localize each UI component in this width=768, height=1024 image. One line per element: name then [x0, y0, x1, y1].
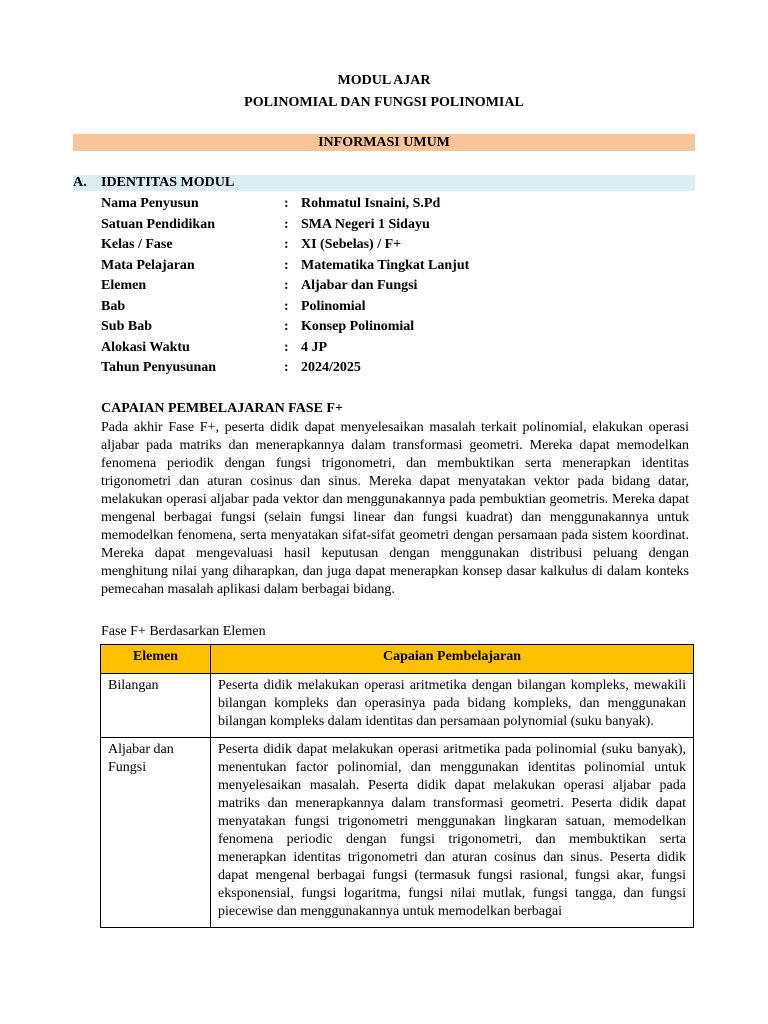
- table-header-row: [101, 645, 694, 674]
- identitas-colon: :: [284, 298, 289, 314]
- elemen-cell: Aljabar dan Fungsi: [101, 738, 211, 928]
- capaian-heading: CAPAIAN PEMBELAJARAN FASE F+: [101, 401, 343, 416]
- identitas-row: [101, 216, 701, 237]
- identitas-value: Konsep Polinomial: [301, 319, 415, 334]
- identitas-colon: :: [284, 196, 289, 211]
- identitas-value: XI (Sebelas) / F+: [301, 237, 402, 252]
- identitas-colon: :: [284, 257, 289, 273]
- identitas-value: Aljabar dan Fungsi: [301, 278, 418, 293]
- identitas-row: [101, 236, 701, 257]
- identitas-value: 2024/2025: [301, 360, 361, 375]
- identitas-row: [101, 318, 701, 339]
- capaian-cell: Peserta didik melakukan operasi aritmetika dengan bilangan kompleks, mewakili bilangan kompleks dan operasinya pada bidang kompleks, dan menggunakan bilangan kompleks dalam identitas dan persamaan polynomial (suku banyak).: [211, 674, 694, 738]
- identitas-colon: :: [284, 319, 289, 334]
- identitas-label: Alokasi Waktu: [101, 339, 190, 355]
- capaian-paragraph: Pada akhir Fase F+, peserta didik dapat menyelesaikan masalah terkait polinomial, elakukan operasi aljabar pada matriks dan menerapkannya dalam transformasi geometri. Mereka dapat memodelkan fenomena periodik dengan fungsi trigonometri, dan membuktikan serta menerapkan identitas trigonometri dan aturan cosinus dan sinus. Mereka dapat menyatakan vektor pada bidang datar, melakukan operasi aljabar pada vektor dan menggunakannya pada pembuktian geometris. Mereka dapat mengenal berbagai fungsi (selain fungsi linear dan fungsi kuadrat) dan menggunakannya untuk memodelkan fenomena, serta menyatakan sifat-sifat geometri dengan persamaan pada sistem koordinat. Mereka dapat mengevaluasi hasil keputusan dengan menggunakan distribusi peluang dengan menghitung nilai yang diharapkan, dan juga dapat menerapkan konsep dasar kalkulus di dalam konteks pemecahan masalah aplikasi dalam berbagai bidang.: [101, 420, 689, 597]
- table-row: [101, 738, 694, 928]
- identitas-label: Nama Penyusun: [101, 196, 199, 211]
- section-letter: A.: [73, 175, 87, 190]
- identitas-label: Kelas / Fase: [101, 237, 173, 252]
- identitas-list: [101, 195, 701, 380]
- identitas-label: Sub Bab: [101, 319, 152, 334]
- section-title: IDENTITAS MODUL: [101, 175, 235, 190]
- identitas-value: SMA Negeri 1 Sidayu: [301, 216, 430, 232]
- identitas-row: [101, 277, 701, 298]
- identitas-label: Bab: [101, 298, 126, 314]
- identitas-label: Mata Pelajaran: [101, 257, 195, 273]
- identitas-row: [101, 359, 701, 380]
- identitas-label: Elemen: [101, 278, 147, 293]
- identitas-colon: :: [284, 360, 289, 375]
- section-a-banner: [73, 175, 695, 191]
- module-title: MODUL AJAR: [337, 73, 431, 88]
- identitas-value: Rohmatul Isnaini, S.Pd: [301, 196, 441, 211]
- identitas-colon: :: [284, 278, 289, 293]
- identitas-value: Matematika Tingkat Lanjut: [301, 257, 470, 273]
- identitas-colon: :: [284, 216, 289, 232]
- module-subtitle: POLINOMIAL DAN FUNGSI POLINOMIAL: [244, 95, 524, 110]
- identitas-row: [101, 195, 701, 216]
- header-elemen: Elemen: [101, 645, 211, 674]
- identitas-row: [101, 339, 701, 360]
- capaian-table: [100, 644, 694, 928]
- identitas-value: 4 JP: [301, 339, 328, 355]
- identitas-colon: :: [284, 237, 289, 252]
- capaian-cell: Peserta didik dapat melakukan operasi aritmetika pada polinomial (suku banyak), menentukan factor polinomial, dan menggunakan identitas polinomial untuk menyelesaikan masalah. Peserta didik dapat melakukan operasi aljabar pada matriks dan menerapkannya dalam transformasi geometri. Peserta didik dapat menyatakan fungsi trigonometri menggunakan lingkaran satuan, memodelkan fenomena periodic dengan fungsi trigonometri, dan membuktikan serta menerapkan identitas trigonometri dan aturan cosinus dan sinus. Peserta didik dapat mengenal berbagai fungsi (termasuk fungsi rasional, fungsi akar, fungsi eksponensial, fungsi logaritma, fungsi nilai mutlak, fungsi tangga, dan fungsi piecewise dan menggunakannya untuk memodelkan berbagai: [211, 738, 694, 928]
- elemen-cell: Bilangan: [101, 674, 211, 738]
- table-row: [101, 674, 694, 738]
- identitas-row: [101, 257, 701, 278]
- identitas-label: Satuan Pendidikan: [101, 216, 215, 232]
- identitas-row: [101, 298, 701, 319]
- identitas-label: Tahun Penyusunan: [101, 360, 217, 375]
- identitas-colon: :: [284, 339, 289, 355]
- info-umum-banner: INFORMASI UMUM: [73, 134, 695, 151]
- header-capaian: Capaian Pembelajaran: [211, 645, 694, 674]
- fase-label: Fase F+ Berdasarkan Elemen: [101, 624, 266, 639]
- identitas-value: Polinomial: [301, 298, 366, 314]
